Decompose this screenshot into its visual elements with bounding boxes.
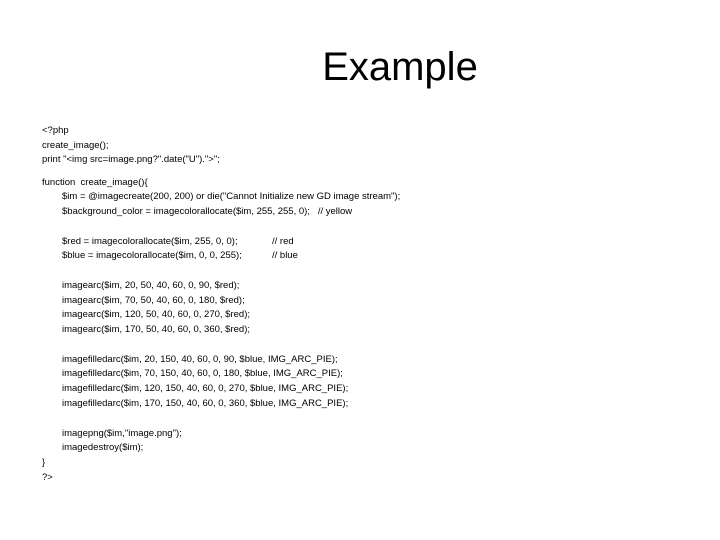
code-line-imagedestroy: imagedestroy($im); bbox=[62, 442, 144, 454]
code-line-blue bbox=[42, 249, 400, 264]
code-red-comment: // red bbox=[272, 235, 294, 247]
code-line-imagecreate: $im = @imagecreate(200, 200) or die("Cannot Initialize new GD image stream"); bbox=[62, 191, 401, 203]
code-line-php-open: <?php bbox=[42, 125, 69, 136]
code-line-imagearc: imagearc($im, 170, 50, 40, 60, 0, 360, $red); bbox=[62, 324, 250, 336]
code-blue-comment: // blue bbox=[272, 250, 298, 262]
code-block bbox=[42, 124, 400, 485]
code-line-call: create_image(); bbox=[42, 139, 109, 151]
code-line-print: print "<img src=image.png?".date("U").">"; bbox=[42, 154, 220, 166]
code-line-imagefilledarc: imagefilledarc($im, 70, 150, 40, 60, 0, 180, $blue, IMG_ARC_PIE); bbox=[62, 368, 343, 380]
code-line-red bbox=[42, 235, 400, 250]
code-line-close-brace: } bbox=[42, 456, 46, 468]
code-line-imagefilledarc: imagefilledarc($im, 20, 150, 40, 60, 0, 90, $blue, IMG_ARC_PIE); bbox=[62, 353, 338, 365]
code-line-imagearc: imagearc($im, 120, 50, 40, 60, 0, 270, $red); bbox=[62, 309, 250, 321]
code-blue-statement: $blue = imagecolorallocate($im, 0, 0, 255); bbox=[62, 250, 242, 262]
code-line-background-color: $background_color = imagecolorallocate($im, 255, 255, 0); // yellow bbox=[62, 205, 353, 217]
code-line-php-close: ?> bbox=[42, 471, 53, 483]
code-line-imagefilledarc: imagefilledarc($im, 120, 150, 40, 60, 0, 270, $blue, IMG_ARC_PIE); bbox=[62, 383, 349, 395]
code-line-imagefilledarc: imagefilledarc($im, 170, 150, 40, 60, 0, 360, $blue, IMG_ARC_PIE); bbox=[62, 397, 349, 409]
code-line-imagepng: imagepng($im,"image.png"); bbox=[62, 427, 182, 439]
code-line-imagearc: imagearc($im, 70, 50, 40, 60, 0, 180, $red); bbox=[62, 294, 245, 306]
code-line-imagearc: imagearc($im, 20, 50, 40, 60, 0, 90, $red); bbox=[62, 280, 240, 291]
code-red-statement: $red = imagecolorallocate($im, 255, 0, 0); bbox=[62, 235, 238, 247]
code-line-function-declaration: function create_image(){ bbox=[42, 176, 148, 188]
slide-title: Example bbox=[322, 45, 478, 89]
